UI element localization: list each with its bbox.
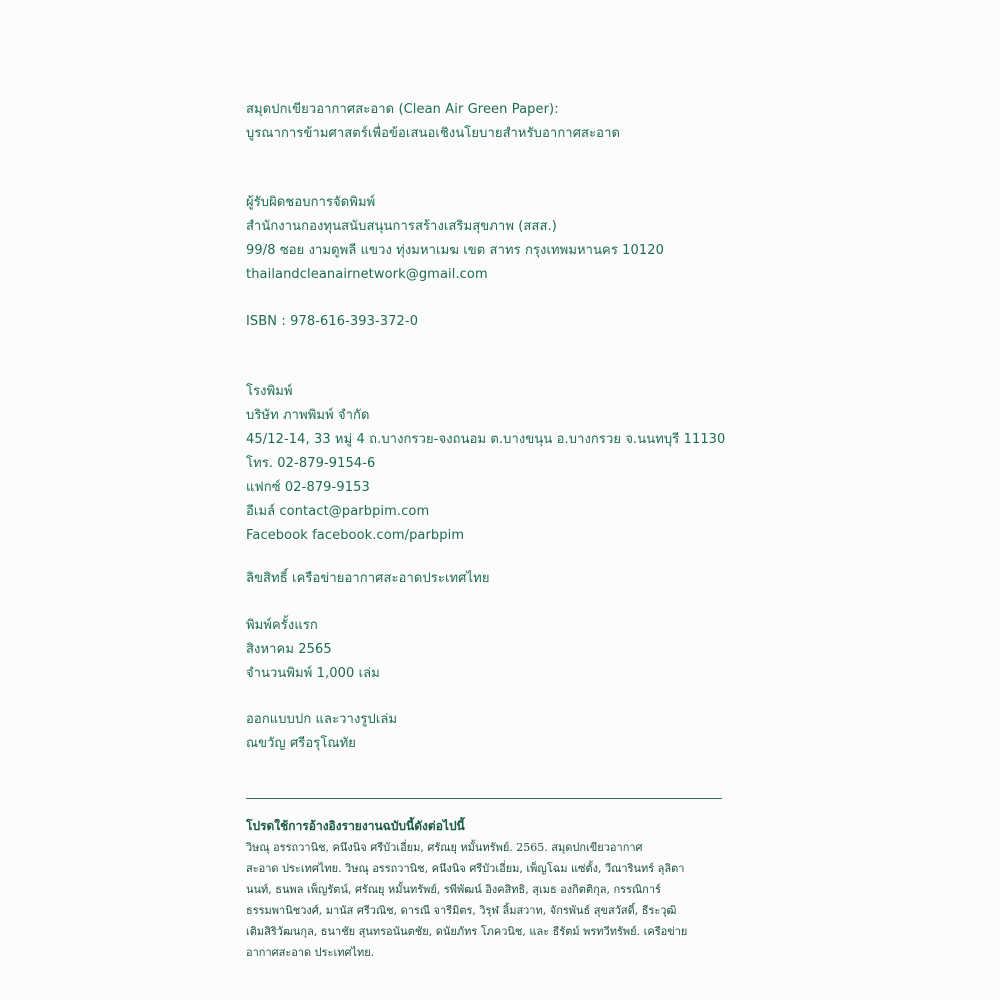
design-section — [246, 708, 766, 756]
designer-name: ณขวัญ ศรีอรุโณทัย — [246, 736, 357, 751]
printer-phone: โทร. 02-879-9154-6 — [246, 456, 376, 471]
publisher-org: สำนักงานกองทุนสนับสนุนการสร้างเสริมสุขภาพ (สสส.) — [246, 219, 557, 234]
citation-line: อากาศสะอาด ประเทศไทย. — [246, 946, 375, 959]
printer-company: บริษัท ภาพพิมพ์ จำกัด — [246, 408, 370, 423]
design-heading: ออกแบบปก และวางรูปเล่ม — [246, 712, 398, 727]
publisher-address: 99/8 ซอย งามดูพลี แขวง ทุ่งมหาเมฆ เขต สาทร กรุงเทพมหานคร 10120 — [246, 243, 665, 258]
printer-heading: โรงพิมพ์ — [246, 384, 293, 399]
edition-heading: พิมพ์ครั้งแรก — [246, 618, 318, 633]
publisher-heading: ผู้รับผิดชอบการจัดพิมพ์ — [246, 195, 376, 210]
citation-line: เติมสิริวัฒนกุล, ธนาชัย สุนทรอนันตชัย, ดนัยภัทร โภควนิช, และ ธีรัตม์ พรทวีทรัพย์. เครือข่าย — [246, 925, 688, 938]
citation-line: ธรรมพานิชวงศ์, มานัส ศรีวณิช, ดารณี จารีมิตร, วิรุฬ ลิ้มสวาท, จักรพันธ์ สุขสวัสดิ์, ธีระวุฒิ — [246, 904, 677, 917]
section-divider — [246, 798, 722, 799]
book-title-line-1: สมุดปกเขียวอากาศสะอาด (Clean Air Green Paper): — [246, 102, 559, 117]
book-title-line-2: บูรณาการข้ามศาสตร์เพื่อข้อเสนอเชิงนโยบายสำหรับอากาศสะอาด — [246, 126, 621, 141]
edition-date: สิงหาคม 2565 — [246, 642, 332, 657]
publisher-section — [246, 191, 766, 287]
isbn-section — [246, 310, 766, 334]
citation-line: วิษณุ อรรถวานิช, คนึงนิจ ศรีบัวเอี่ยม, ศรัณยุ หมั้นทรัพย์. 2565. สมุดปกเขียวอากาศ — [246, 841, 643, 854]
citation-line: นนท์, ธนพล เพ็ญรัตน์, ศรัณยุ หมั้นทรัพย์, รพีพัฒน์ อิงคสิทธิ, สุเมธ องกิตติกุล, กรรณิการ์ — [246, 883, 661, 896]
isbn-number: ISBN : 978-616-393-372-0 — [246, 314, 419, 329]
citation-line: สะอาด ประเทศไทย. วิษณุ อรรถวานิช, คนึงนิจ ศรีบัวเอี่ยม, เพ็ญโฉม แซ่ตั้ง, วีณารินทร์ ลุลิตา — [246, 862, 685, 875]
copyright-section — [246, 567, 766, 591]
edition-copies: จำนวนพิมพ์ 1,000 เล่ม — [246, 666, 380, 681]
edition-section — [246, 614, 766, 686]
printer-fax: แฟกซ์ 02-879-9153 — [246, 480, 370, 495]
citation-heading: โปรดใช้การอ้างอิงรายงานฉบับนี้ดังต่อไปนี้ — [246, 819, 465, 833]
printer-facebook: Facebook facebook.com/parbpim — [246, 528, 465, 543]
copyright-notice: ลิขสิทธิ์ เครือข่ายอากาศสะอาดประเทศไทย — [246, 571, 490, 586]
printer-email: อีเมล์ contact@parbpim.com — [246, 504, 430, 519]
publisher-email: thailandcleanairnetwork@gmail.com — [246, 267, 488, 282]
printer-section — [246, 380, 766, 548]
book-title — [246, 98, 766, 146]
printer-address: 45/12-14, 33 หมู่ 4 ถ.บางกรวย-จงถนอม ต.บางขนุน อ.บางกรวย จ.นนทบุรี 11130 — [246, 432, 726, 447]
citation-section — [246, 815, 726, 963]
